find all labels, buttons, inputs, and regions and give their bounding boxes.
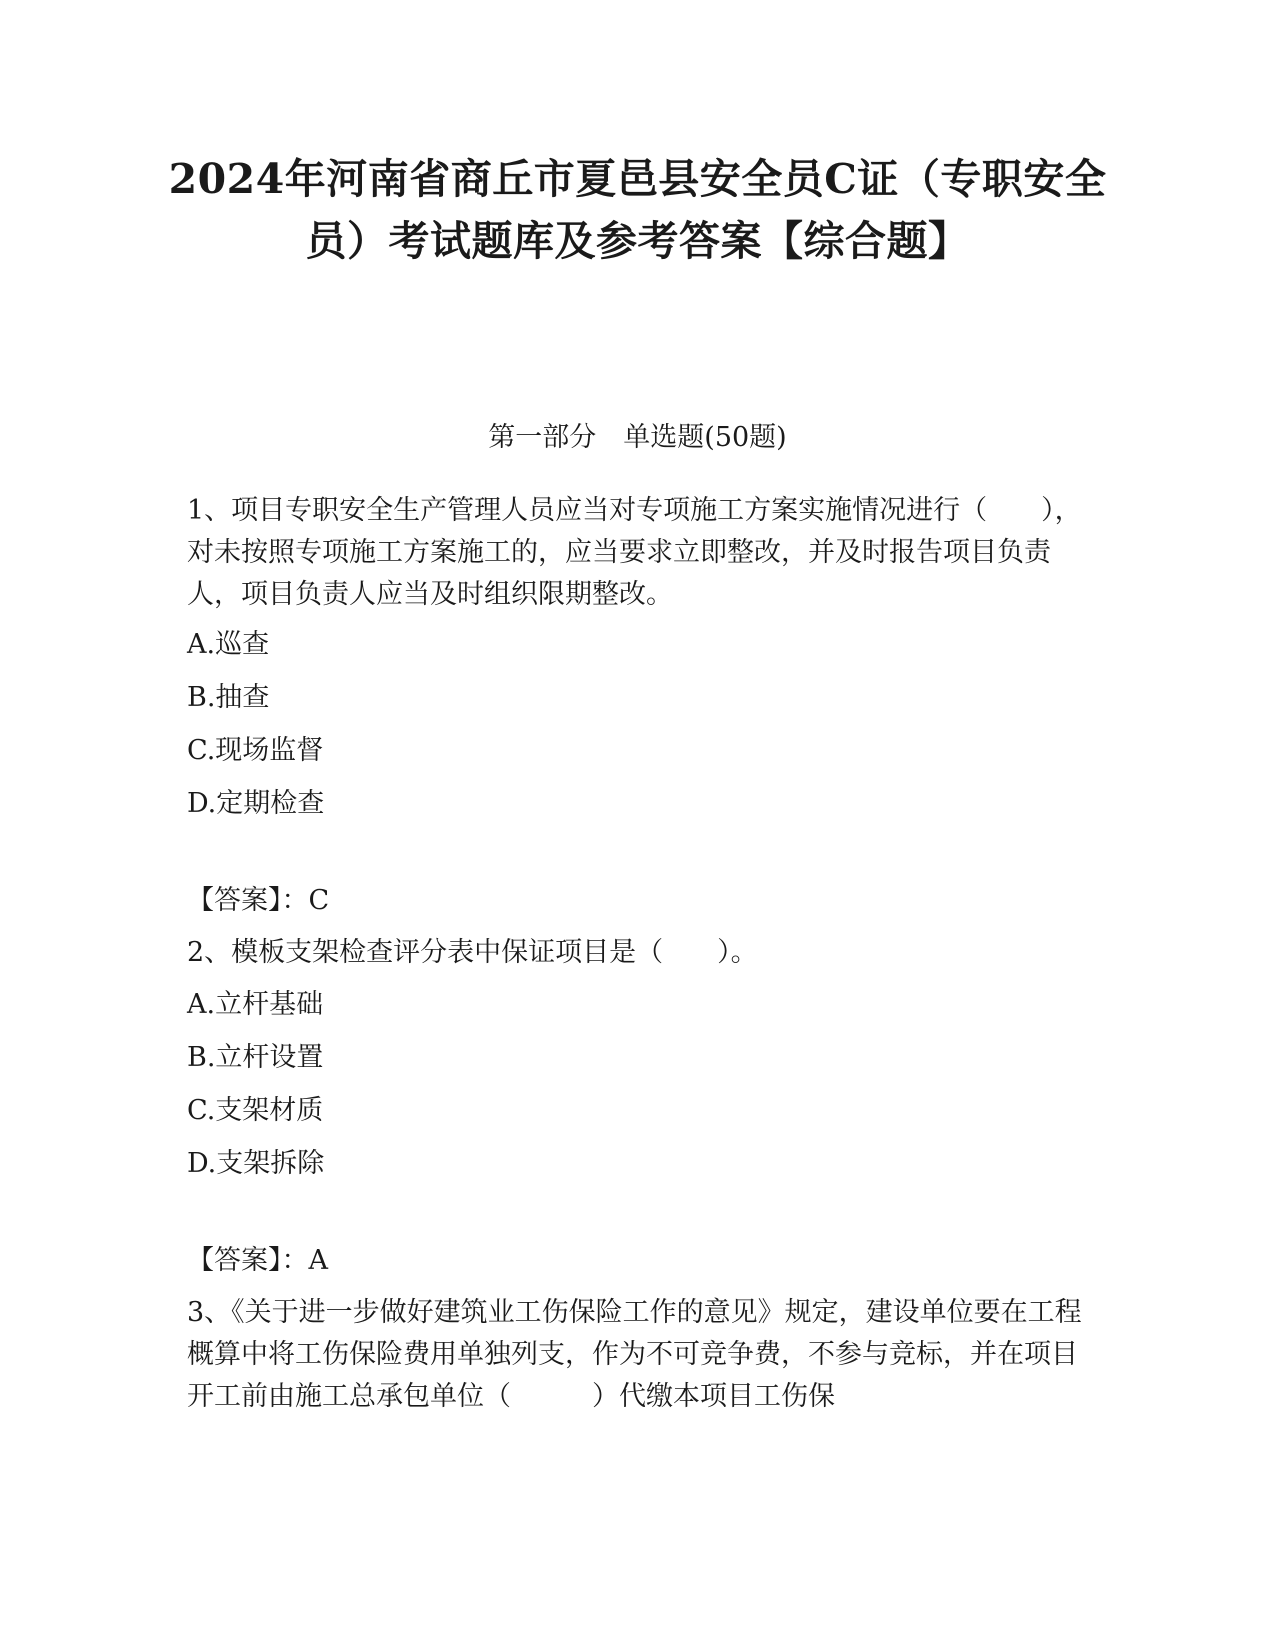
question-2-option-b: B.立杆设置: [187, 1042, 324, 1073]
question-2-option-c: C.支架材质: [187, 1095, 324, 1126]
question-1-option-b: B.抽查: [187, 682, 270, 713]
question-2-option-a: A.立杆基础: [187, 989, 324, 1020]
question-3-text: 3、《关于进一步做好建筑业工伤保险工作的意见》规定，建设单位要在工程概算中将工伤保险费用单独列支，作为不可竞争费，不参与竞标，并在项目开工前由施工总承包单位（ ）代缴本项目工伤保: [187, 1297, 1082, 1412]
question-2-answer: 【答案】：A: [187, 1245, 328, 1276]
question-1-text: 1、项目专职安全生产管理人员应当对专项施工方案实施情况进行（ ），对未按照专项施工方案施工的，应当要求立即整改，并及时报告项目负责人，项目负责人应当及时组织限期整改。: [187, 495, 1082, 610]
question-2-option-d: D.支架拆除: [187, 1148, 325, 1179]
document-title: 2024年河南省商丘市夏邑县安全员C证（专职安全员）考试题库及参考答案【综合题】: [168, 155, 1107, 265]
question-1-option-d: D.定期检查: [187, 788, 325, 819]
question-2-text: 2、模板支架检查评分表中保证项目是（ ）。: [187, 937, 758, 968]
section-heading: 第一部分 单选题(50题): [488, 422, 787, 453]
question-1-option-a: A.巡查: [187, 629, 270, 660]
question-1-answer: 【答案】：C: [187, 885, 330, 916]
question-1-option-c: C.现场监督: [187, 735, 324, 766]
